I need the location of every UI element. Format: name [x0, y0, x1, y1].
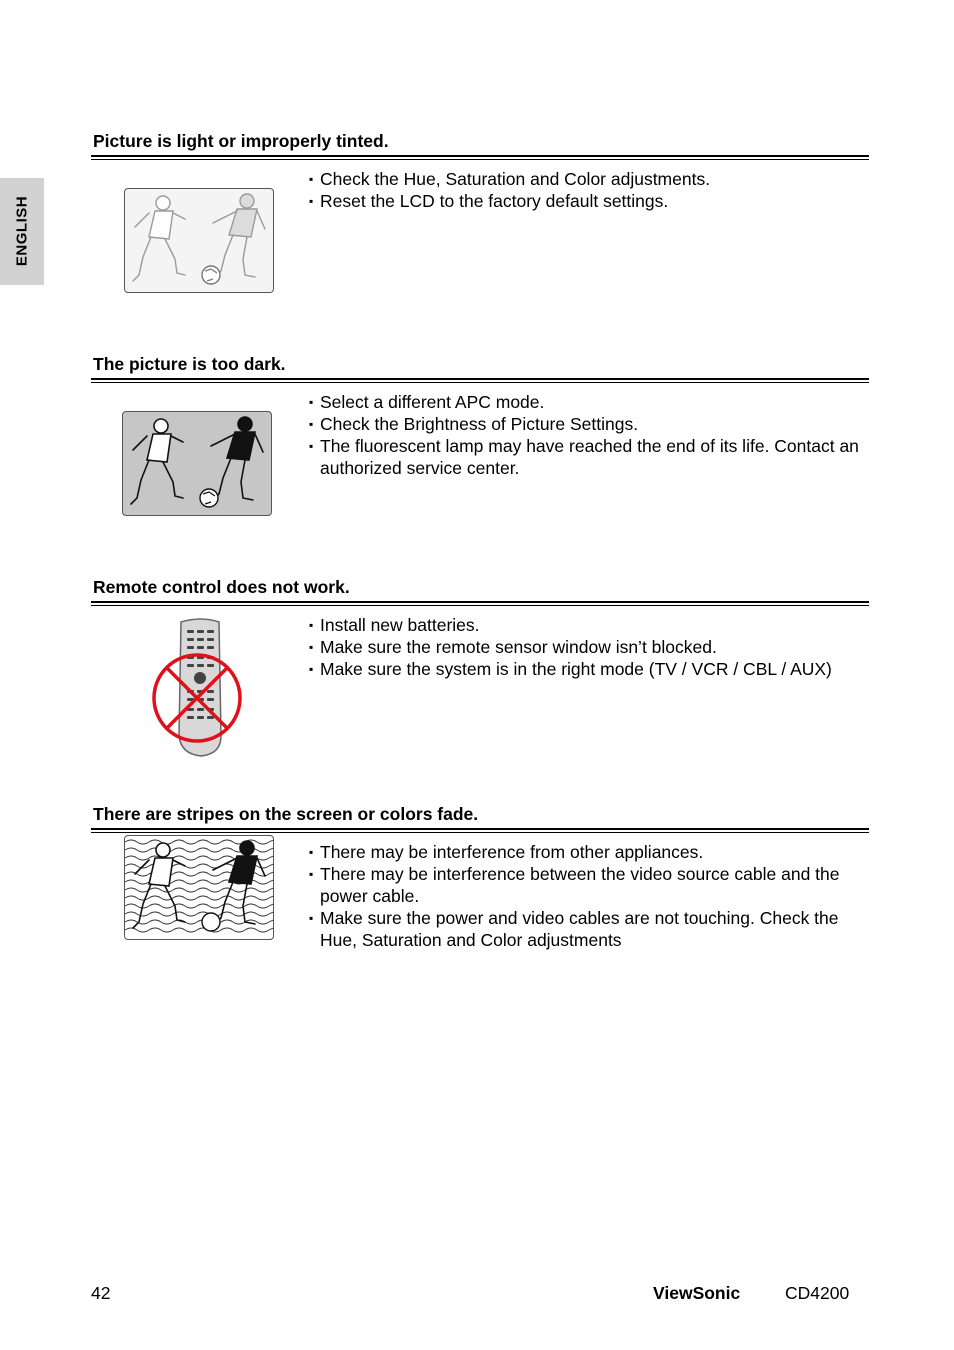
- footer-brand: ViewSonic: [653, 1283, 741, 1303]
- bullet-item: ▪ Check the Hue, Saturation and Color adjustments.: [309, 168, 869, 190]
- section-heading: There are stripes on the screen or colors fade.: [93, 804, 479, 824]
- heading-rule: [91, 828, 869, 833]
- section-light-tint: [93, 130, 869, 300]
- bullet-list: [309, 168, 869, 212]
- bullet-item: ▪ Reset the LCD to the factory default settings.: [309, 190, 869, 212]
- bullet-item: ▪ The fluorescent lamp may have reached the end of its life. Contact an authorized service center.: [309, 435, 869, 479]
- section-remote: [93, 576, 869, 766]
- bullet-item: ▪ There may be interference between the video source cable and the power cable.: [309, 863, 869, 907]
- striped-picture-image: [124, 835, 274, 940]
- section-stripes: [93, 803, 869, 963]
- bullet-item: ▪ Make sure the power and video cables are not touching. Check the Hue, Saturation and Color adjustments: [309, 907, 869, 951]
- heading-rule: [91, 601, 869, 606]
- bullet-list: [309, 614, 869, 680]
- remote-control-prohibited-image: [151, 616, 246, 761]
- page-number: 42: [91, 1283, 111, 1303]
- bullet-item: ▪ Make sure the remote sensor window isn’t blocked.: [309, 636, 869, 658]
- section-heading: Remote control does not work.: [93, 577, 350, 597]
- bullet-item: ▪ Install new batteries.: [309, 614, 869, 636]
- bullet-item: ▪ Select a different APC mode.: [309, 391, 869, 413]
- dark-picture-image: [122, 411, 272, 516]
- bullet-list: [309, 391, 869, 479]
- bullet-item: ▪ Check the Brightness of Picture Settings.: [309, 413, 869, 435]
- section-heading: The picture is too dark.: [93, 354, 286, 374]
- section-heading: Picture is light or improperly tinted.: [93, 131, 389, 151]
- bullet-list: [309, 841, 869, 951]
- language-tab-label: ENGLISH: [13, 195, 31, 267]
- bullet-item: ▪ There may be interference from other appliances.: [309, 841, 869, 863]
- bullet-item: ▪ Make sure the system is in the right mode (TV / VCR / CBL / AUX): [309, 658, 869, 680]
- heading-rule: [91, 155, 869, 160]
- footer-model: CD4200: [785, 1283, 850, 1303]
- language-tab: [0, 178, 44, 285]
- section-too-dark: [93, 353, 869, 523]
- heading-rule: [91, 378, 869, 383]
- light-picture-image: [124, 188, 274, 293]
